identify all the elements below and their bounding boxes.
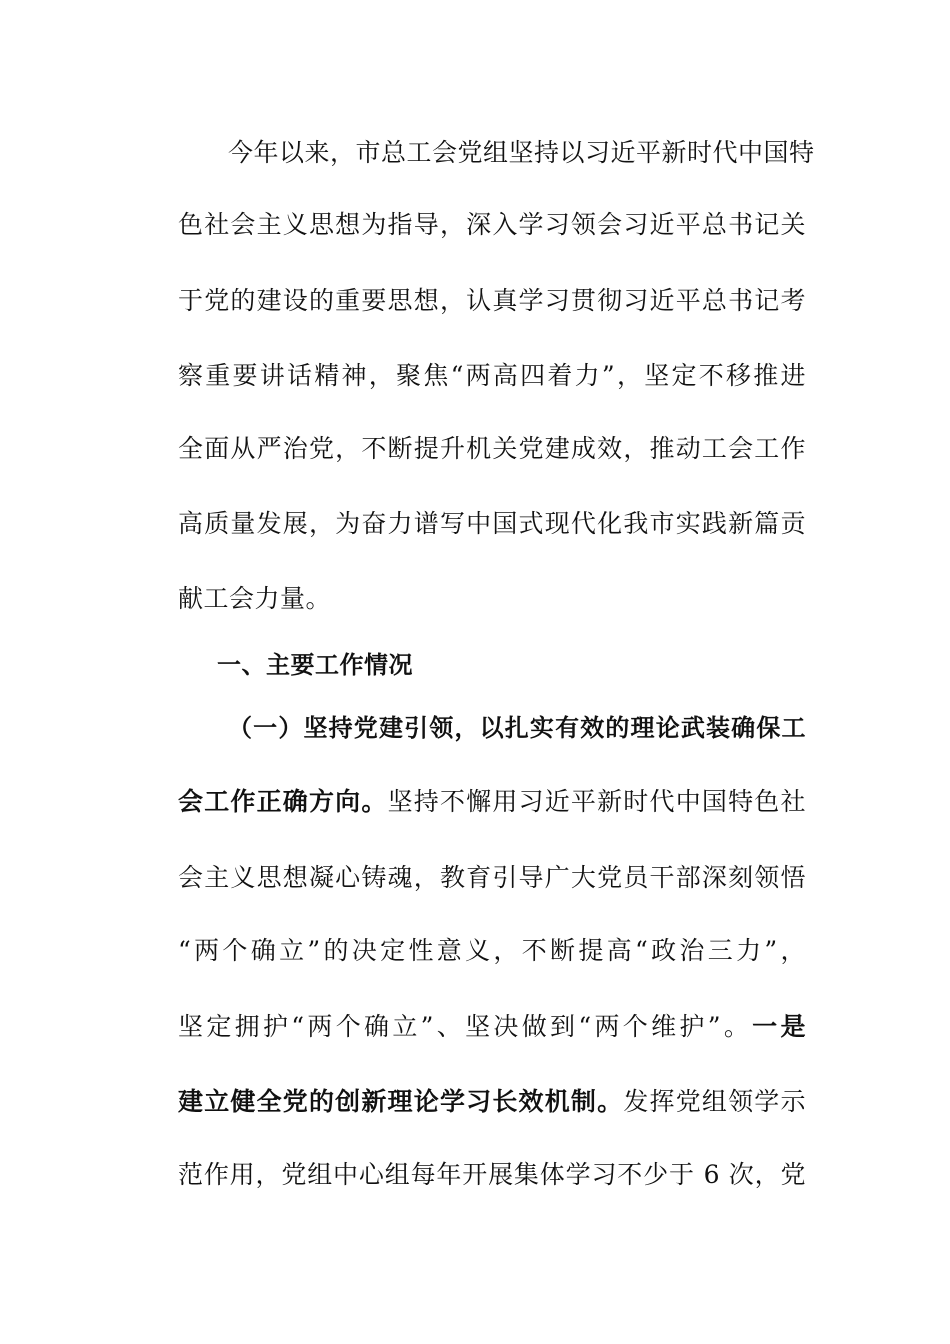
paragraph-1-line-7: 献工会力量。 xyxy=(178,584,332,613)
paragraph-1-line-4: 察重要讲话精神，聚焦“两高四着力”，坚定不移推进 xyxy=(178,361,806,390)
paragraph-2-line-5 xyxy=(178,1007,806,1047)
paragraph-2-line-2-rest: 坚持不懈用习近平新时代中国特色社 xyxy=(387,787,806,816)
paragraph-1-line-1: 今年以来，市总工会党组坚持以习近平新时代中国特 xyxy=(228,138,815,167)
paragraph-1-line-5: 全面从严治党，不断提升机关党建成效，推动工会工作 xyxy=(178,434,806,463)
paragraph-2-line-5-rest: 坚定拥护“两个确立”、坚决做到“两个维护”。 xyxy=(178,1012,753,1041)
paragraph-2-line-6 xyxy=(178,1082,806,1122)
paragraph-2-line-5-bold: 一是 xyxy=(752,1012,806,1041)
paragraph-2-line-2-bold: 会工作正确方向。 xyxy=(178,787,388,816)
paragraph-2-line-1: （一）坚持党建引领，以扎实有效的理论武装确保工 xyxy=(228,714,806,742)
paragraph-2-line-2 xyxy=(178,782,806,822)
paragraph-2-line-4: “两个确立”的决定性意义，不断提高“政治三力”， xyxy=(178,936,806,965)
paragraph-1-line-3: 于党的建设的重要思想，认真学习贯彻习近平总书记考 xyxy=(178,286,806,315)
section-heading: 一、主要工作情况 xyxy=(217,651,413,679)
paragraph-2-line-6-rest: 发挥党组领学示 xyxy=(623,1087,806,1116)
paragraph-2-line-6-bold: 建立健全党的创新理论学习长效机制。 xyxy=(178,1087,624,1116)
paragraph-1-line-2: 色社会主义思想为指导，深入学习领会习近平总书记关 xyxy=(178,210,806,239)
paragraph-1-line-6: 高质量发展，为奋力谱写中国式现代化我市实践新篇贡 xyxy=(178,509,806,538)
paragraph-2-line-3: 会主义思想凝心铸魂，教育引导广大党员干部深刻领悟 xyxy=(178,863,806,892)
paragraph-2-line-7: 范作用，党组中心组每年开展集体学习不少于 6 次，党 xyxy=(178,1160,806,1189)
